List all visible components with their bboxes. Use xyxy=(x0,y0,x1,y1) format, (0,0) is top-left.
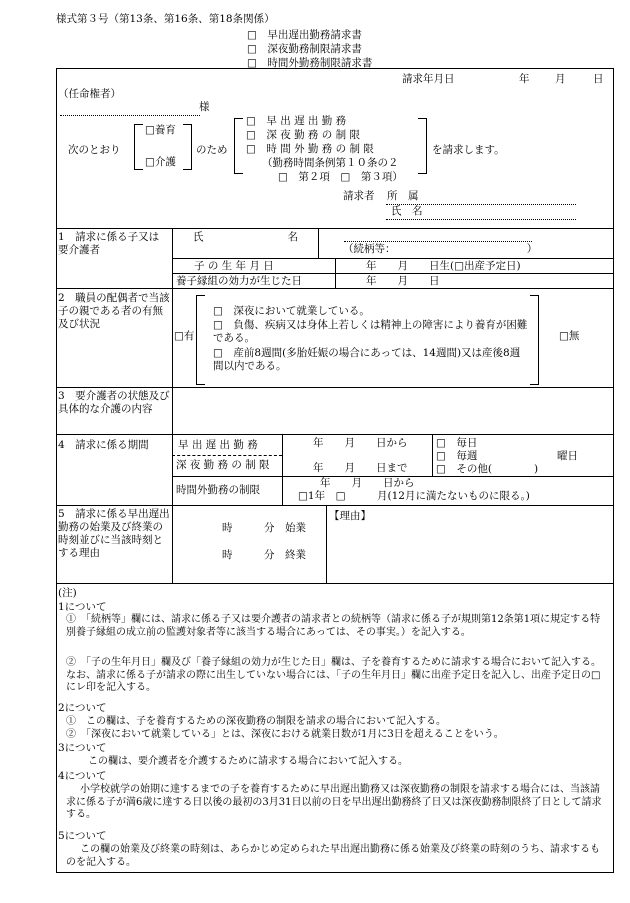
status-bracket-left xyxy=(196,295,205,385)
paragraph-checkboxes[interactable]: □ 第２項 □ 第３項） xyxy=(278,171,403,183)
form-number: 様式第３号（第13条、第16条、第18条関係） xyxy=(56,13,275,25)
col-divider xyxy=(282,434,283,505)
weekday-label: 曜日 xyxy=(557,450,578,462)
title-checkbox-overtime[interactable]: □ 時間外勤務制限請求書 xyxy=(247,57,373,69)
item-night-checkbox[interactable]: □ 深 夜 勤 務 の 制 限 xyxy=(246,129,360,141)
col-divider xyxy=(172,288,173,387)
purpose-rearing-checkbox[interactable]: □養育 xyxy=(145,124,176,136)
note5-heading: 5について xyxy=(58,830,107,842)
items-bracket-right xyxy=(418,118,427,174)
requester-label: 請求者 xyxy=(343,190,375,202)
adoption-date-label: 養子縁組の効力が生じた日 xyxy=(176,275,302,287)
status-night-work-checkbox[interactable]: □ 深夜において就業している。 xyxy=(213,305,370,317)
request-date-label: 請求年月日 xyxy=(402,73,455,85)
item-early-late-checkbox[interactable]: □ 早 出 遅 出 勤 務 xyxy=(246,115,347,127)
row-divider-dashed xyxy=(172,455,282,456)
section4-label: 4 請求に係る期間 xyxy=(58,439,149,451)
overtime-limit-label: 時間外勤務の制限 xyxy=(176,484,260,496)
period-until[interactable]: 年 月 日まで xyxy=(313,462,408,474)
note4-heading: 4について xyxy=(58,770,107,782)
col-divider xyxy=(432,434,433,476)
affiliation-label: 所 属 xyxy=(387,190,419,202)
note2-heading: 2について xyxy=(58,702,107,714)
birth-date-value[interactable]: 年 月 日生(□出産予定日) xyxy=(366,260,521,272)
note2-item1: ① この欄は、子を養育するための深夜勤務の制限を請求の場合において記入する。 xyxy=(66,716,446,727)
note1-item1: ① 「続柄等」欄には、請求に係る子又は要介護者の請求者との続柄等（請求に係る子が規則第12条第1項に規定する特別養子縁組の成立前の監護対象者等に該当する場合にあっては、その事実。）を記入する。 xyxy=(66,614,601,638)
section3-label: 3 要介護者の状態及び具体的な介護の内容 xyxy=(58,390,170,416)
status-bracket-right xyxy=(530,295,539,385)
child-name-label: 氏 名 xyxy=(193,231,298,243)
row-divider xyxy=(172,258,614,259)
closing-text: を請求します。 xyxy=(432,144,505,156)
overtime-from[interactable]: 年 月 日から xyxy=(320,477,415,489)
note5-item1: この欄の始業及び終業の時刻は、あらかじめ定められた早出遅出勤務に係る始業及び終業の時刻のうち、請求するものを記入する。 xyxy=(66,844,600,868)
col-divider xyxy=(172,505,173,583)
request-month: 月 xyxy=(555,73,566,85)
row-divider xyxy=(56,505,614,506)
name-line[interactable] xyxy=(386,219,576,220)
note1-item2: ② 「子の生年月日」欄及び「養子縁組の効力が生じた日」欄は、子を養育するために請求する場合において記入する。なお、請求に係る子が請求の際に出生していない場合には、「子の生年月日」欄に出産予定日を記入し、出産予定日の□にレ印を記入する。 xyxy=(66,657,601,693)
sama-label: 様 xyxy=(199,101,210,113)
spouse-yes-checkbox[interactable]: □有 xyxy=(174,330,195,342)
weekly-checkbox[interactable]: □ 毎週 xyxy=(436,450,478,462)
night-limit-label: 深 夜 勤 務 の 制 限 xyxy=(176,459,270,471)
note3-heading: 3について xyxy=(58,742,107,754)
for-label: のため xyxy=(196,144,228,156)
row-divider xyxy=(56,434,614,435)
note1-heading: 1について xyxy=(58,601,107,613)
daily-checkbox[interactable]: □ 毎日 xyxy=(436,437,478,449)
item-overtime-checkbox[interactable]: □ 時 間 外 勤 務 の 制 限 xyxy=(246,143,374,155)
appointer-line[interactable] xyxy=(60,115,200,116)
status-disability-checkbox[interactable]: □ 負傷、疾病又は身体上若しくは精神上の障害により養育が困難である。 xyxy=(213,319,528,345)
birth-date-label: 子 の 生 年 月 日 xyxy=(194,260,274,272)
purpose-bracket-left xyxy=(134,124,143,170)
intro-text: 次のとおり xyxy=(68,144,121,156)
title-checkbox-night[interactable]: □ 深夜勤務制限請求書 xyxy=(247,43,362,55)
notes-title: (注) xyxy=(58,587,77,599)
adoption-date-value[interactable]: 年 月 日 xyxy=(366,275,440,287)
overtime-period-checkboxes[interactable]: □1年 □ 月(12月に満たないものに限る。) xyxy=(298,490,530,502)
status-childbirth-checkbox[interactable]: □ 産前8週間(多胎妊娠の場合にあっては、14週間)又は産後8週間以内である。 xyxy=(213,347,521,373)
row-divider xyxy=(172,273,614,274)
period-from[interactable]: 年 月 日から xyxy=(313,437,408,449)
appointer-label: （任命権者） xyxy=(58,88,121,100)
row-divider xyxy=(56,228,614,229)
child-name-line[interactable] xyxy=(344,241,532,242)
ordinance-text: （勤務時間条例第１０条の２ xyxy=(262,157,399,169)
note2-item2: ② 「深夜において就業している」とは、深夜における就業日数が1月に3日を超えることをいう。 xyxy=(66,729,504,740)
section2-label: 2 職員の配偶者で当該子の親である者の有無及び状況 xyxy=(58,292,170,331)
section5-label: 5 請求に係る早出遅出勤務の始業及び終業の時刻並びに当該時刻とする理由 xyxy=(58,508,170,560)
section1-label: 1 請求に係る子又は要介護者 xyxy=(58,231,160,257)
request-year: 年 xyxy=(519,73,530,85)
col-divider xyxy=(172,387,173,434)
title-checkbox-early-late[interactable]: □ 早出遅出勤務請求書 xyxy=(247,29,362,41)
name-label: 氏 名 xyxy=(391,205,423,217)
col-divider xyxy=(326,505,327,583)
name-col-divider xyxy=(318,228,319,258)
note3-item1: この欄は、要介護者を介護するために請求する場合において記入する。 xyxy=(88,756,408,767)
row-divider xyxy=(56,288,614,289)
other-checkbox[interactable]: □ その他( ) xyxy=(436,463,539,475)
row-divider xyxy=(56,583,614,584)
spouse-no-checkbox[interactable]: □無 xyxy=(559,330,580,342)
relation-field[interactable]: （続柄等： ） xyxy=(343,243,538,255)
purpose-care-checkbox[interactable]: □介護 xyxy=(145,156,176,168)
purpose-bracket-right xyxy=(183,124,192,170)
note4-item1: 小学校就学の始期に達するまでの子を養育するために早出遅出勤務又は深夜勤務の制限を請求する場合には、当該請求に係る子が満6歳に達する日以後の最初の3月31日以前の日を早出遅出勤務終了日又は深夜勤務制限終了日として請求する。 xyxy=(66,784,602,820)
early-late-label: 早 出 遅 出 勤 務 xyxy=(178,439,258,451)
start-time-field[interactable]: 時 分 始業 xyxy=(222,522,306,534)
end-time-field[interactable]: 時 分 終業 xyxy=(222,549,306,561)
reason-label: 【理由】 xyxy=(329,510,371,522)
request-day: 日 xyxy=(593,73,604,85)
items-bracket-left xyxy=(234,118,243,174)
row-divider xyxy=(56,387,614,388)
col-divider xyxy=(172,434,173,505)
